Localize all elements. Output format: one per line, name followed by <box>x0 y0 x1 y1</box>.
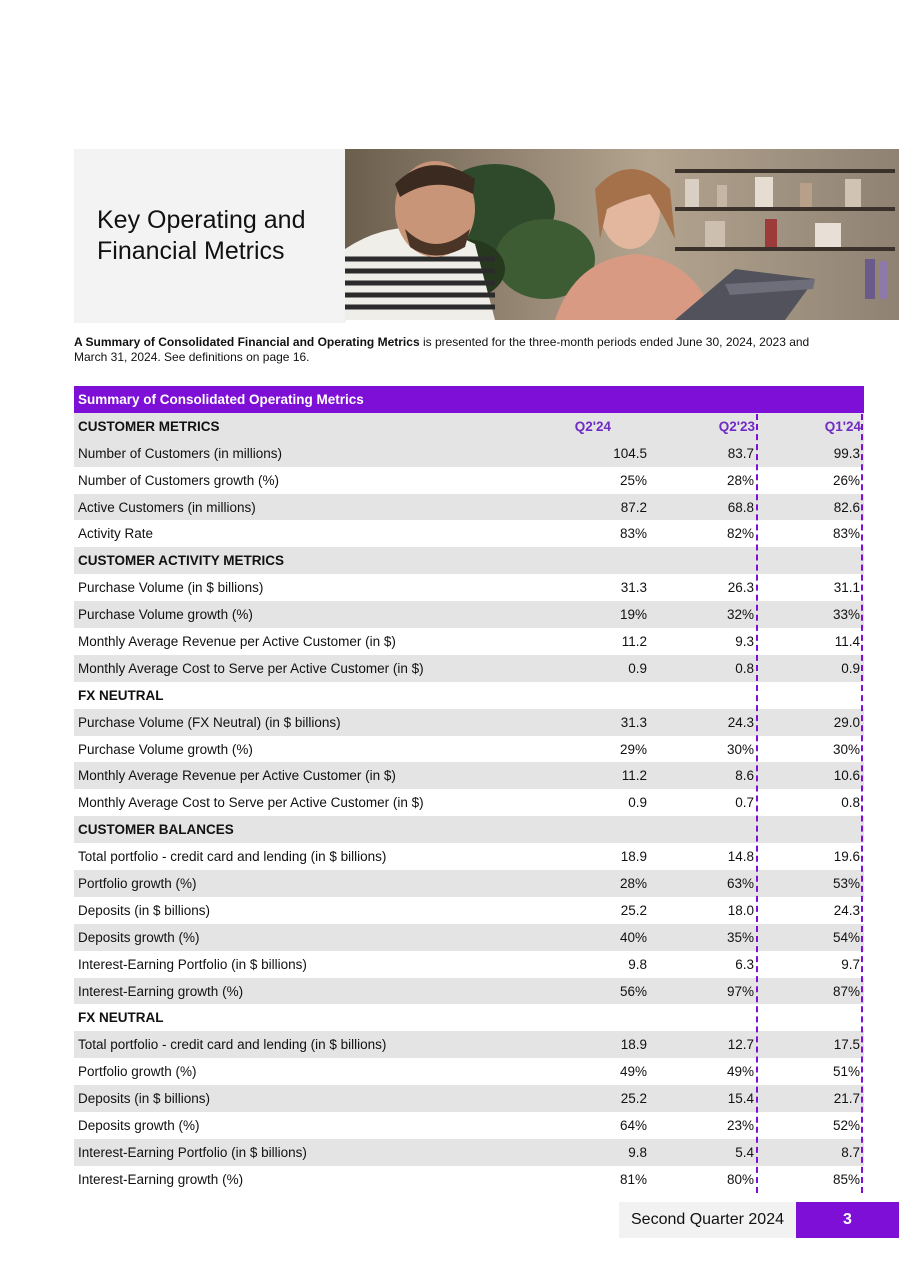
metric-value: 83% <box>619 526 647 542</box>
metric-value: 97% <box>651 978 758 1005</box>
metric-value: 87% <box>758 978 864 1005</box>
metric-label: Interest-Earning Portfolio (in $ billions) <box>74 1139 544 1166</box>
table-row <box>74 440 864 467</box>
metric-value: 24.3 <box>651 709 758 736</box>
metric-value: 9.7 <box>841 956 860 972</box>
metric-value: 0.7 <box>735 795 754 811</box>
metric-value: 11.2 <box>621 633 647 649</box>
metric-label: Number of Customers growth (%) <box>78 472 280 488</box>
metric-value <box>758 682 864 709</box>
metric-label: Purchase Volume (FX Neutral) (in $ billions) <box>74 709 544 736</box>
table-title-row <box>74 386 864 413</box>
metric-value: 33% <box>758 601 864 628</box>
metric-label: Portfolio growth (%) <box>74 870 544 897</box>
metric-value: 83.7 <box>651 440 758 467</box>
metric-value: 56% <box>544 978 651 1005</box>
metric-value: 52% <box>832 1117 860 1133</box>
metric-value: 82% <box>726 526 754 542</box>
metric-label: Purchase Volume growth (%) <box>74 601 544 628</box>
metric-value: 81% <box>619 1171 647 1187</box>
metric-value <box>651 547 758 574</box>
metric-label: Interest-Earning growth (%) <box>74 978 544 1005</box>
metric-value: 35% <box>651 924 758 951</box>
section-heading: FX NEUTRAL <box>78 1010 164 1026</box>
metric-label: Total portfolio - credit card and lending (in $ billions) <box>78 849 387 865</box>
metric-label: Deposits (in $ billions) <box>78 902 211 918</box>
metric-value: 28% <box>544 870 651 897</box>
table-row <box>74 736 864 763</box>
metric-label: Monthly Average Revenue per Active Customer (in $) <box>74 762 544 789</box>
section-heading: CUSTOMER ACTIVITY METRICS <box>74 547 544 574</box>
metric-label: Number of Customers (in millions) <box>74 440 544 467</box>
metric-value: 10.6 <box>758 762 864 789</box>
page-number: 3 <box>796 1202 899 1238</box>
metric-label: Monthly Average Cost to Serve per Active Customer (in $) <box>74 655 544 682</box>
metric-value: 6.3 <box>735 956 754 972</box>
metric-value: 25.2 <box>620 902 647 918</box>
metric-value: 11.4 <box>834 633 860 649</box>
metric-value: 53% <box>758 870 864 897</box>
metric-label: Purchase Volume (in $ billions) <box>78 580 264 596</box>
metric-label: Deposits (in $ billions) <box>74 1085 544 1112</box>
metric-label: Purchase Volume growth (%) <box>78 741 253 757</box>
metric-value: 104.5 <box>544 440 651 467</box>
table-row <box>74 601 864 628</box>
metric-value: 21.7 <box>758 1085 864 1112</box>
table-row <box>74 924 864 951</box>
table-row <box>74 789 864 816</box>
column-divider <box>756 414 758 1193</box>
table-title: Summary of Consolidated Operating Metrics <box>74 386 864 413</box>
metric-value: 99.3 <box>758 440 864 467</box>
metric-label: Monthly Average Revenue per Active Customer (in $) <box>78 633 396 649</box>
metric-value: 30% <box>726 741 754 757</box>
table-row <box>74 762 864 789</box>
hero-title-panel <box>74 149 346 323</box>
metric-value <box>651 682 758 709</box>
metrics-table <box>74 386 864 1193</box>
metric-value: 11.2 <box>544 762 651 789</box>
metric-value: 15.4 <box>651 1085 758 1112</box>
column-header-q2-24: Q2'24 <box>544 413 651 440</box>
table-row <box>74 520 864 547</box>
metric-value: 25.2 <box>544 1085 651 1112</box>
table-row <box>74 870 864 897</box>
table-row <box>74 1085 864 1112</box>
metric-value: 68.8 <box>651 494 758 521</box>
metric-value: 29% <box>619 741 647 757</box>
metric-value: 18.9 <box>620 849 647 865</box>
metric-value: 54% <box>758 924 864 951</box>
table-row <box>74 494 864 521</box>
section-heading: FX NEUTRAL <box>78 687 164 703</box>
metric-value <box>758 547 864 574</box>
table-row <box>74 574 864 601</box>
metric-value: 18.0 <box>727 902 754 918</box>
metric-value: 31.3 <box>620 580 647 596</box>
metric-label: Interest-Earning growth (%) <box>78 1171 244 1187</box>
metric-value: 83% <box>832 526 860 542</box>
metric-value <box>758 816 864 843</box>
column-header-q1-24: Q1'24 <box>758 413 864 440</box>
section-row <box>74 816 864 843</box>
metric-value: 18.9 <box>544 1031 651 1058</box>
metric-value: 0.8 <box>651 655 758 682</box>
metric-label: Deposits growth (%) <box>74 924 544 951</box>
metric-value: 30% <box>832 741 860 757</box>
metric-value: 12.7 <box>651 1031 758 1058</box>
metric-value <box>651 816 758 843</box>
metric-value: 19.6 <box>833 849 860 865</box>
table-row <box>74 978 864 1005</box>
table-row <box>74 897 864 924</box>
section-row <box>74 1004 864 1031</box>
metric-value: 0.9 <box>628 795 647 811</box>
metric-value: 9.8 <box>628 956 647 972</box>
metric-value: 8.6 <box>651 762 758 789</box>
metric-value <box>544 547 651 574</box>
metric-value: 64% <box>619 1117 647 1133</box>
page-title: Key Operating and Financial Metrics <box>97 206 306 265</box>
metric-value: 51% <box>832 1064 860 1080</box>
footer-period-label: Second Quarter 2024 <box>619 1202 796 1238</box>
metric-value: 8.7 <box>758 1139 864 1166</box>
metric-value: 25% <box>619 472 647 488</box>
metric-value: 82.6 <box>758 494 864 521</box>
metric-value: 9.8 <box>544 1139 651 1166</box>
column-header-q2-23: Q2'23 <box>651 413 758 440</box>
intro-bold-text: A Summary of Consolidated Financial and Operating Metrics <box>74 335 420 349</box>
metric-value <box>544 816 651 843</box>
intro-paragraph <box>74 335 819 365</box>
metric-label: Activity Rate <box>78 526 154 542</box>
column-divider <box>861 414 863 1193</box>
metric-value: 14.8 <box>727 849 754 865</box>
table-row <box>74 655 864 682</box>
metric-value: 9.3 <box>735 633 754 649</box>
metric-value: 26.3 <box>727 580 754 596</box>
metric-value <box>651 1004 758 1031</box>
metric-value <box>544 1004 651 1031</box>
metric-value: 17.5 <box>758 1031 864 1058</box>
table-row <box>74 709 864 736</box>
intro-rest-text: is presented for the three-month periods ended June 30, 2024, 2023 and March 31, 2024. See definitions on page 16. <box>74 335 810 364</box>
metric-value: 31.3 <box>544 709 651 736</box>
metric-value: 87.2 <box>544 494 651 521</box>
metric-value <box>544 682 651 709</box>
metric-value: 49% <box>619 1064 647 1080</box>
metric-value: 29.0 <box>758 709 864 736</box>
table-row <box>74 1139 864 1166</box>
table-row <box>74 628 864 655</box>
metric-label: Total portfolio - credit card and lending (in $ billions) <box>74 1031 544 1058</box>
metric-value: 80% <box>726 1171 754 1187</box>
metric-label: Deposits growth (%) <box>78 1117 200 1133</box>
metric-value: 40% <box>544 924 651 951</box>
table-row <box>74 1058 864 1085</box>
table-header-row <box>74 413 864 440</box>
section-row <box>74 682 864 709</box>
metric-label: Active Customers (in millions) <box>74 494 544 521</box>
metric-value: 0.9 <box>544 655 651 682</box>
table-row <box>74 467 864 494</box>
table-row <box>74 1112 864 1139</box>
section-heading: CUSTOMER BALANCES <box>74 816 544 843</box>
metric-label: Interest-Earning Portfolio (in $ billions) <box>78 956 307 972</box>
table-row <box>74 951 864 978</box>
hero-photo <box>345 149 899 320</box>
hero-photo-illustration <box>345 149 899 320</box>
section-heading: CUSTOMER METRICS <box>74 413 544 440</box>
metrics-table-body <box>74 440 864 1193</box>
metric-value: 19% <box>544 601 651 628</box>
metric-value: 31.1 <box>833 580 860 596</box>
table-row <box>74 1166 864 1193</box>
metric-value: 63% <box>651 870 758 897</box>
metric-value: 5.4 <box>651 1139 758 1166</box>
metric-label: Portfolio growth (%) <box>78 1064 197 1080</box>
metric-value: 0.9 <box>758 655 864 682</box>
table-row <box>74 843 864 870</box>
section-row <box>74 547 864 574</box>
metric-value: 49% <box>726 1064 754 1080</box>
metric-value: 28% <box>726 472 754 488</box>
table-row <box>74 1031 864 1058</box>
metric-label: Monthly Average Cost to Serve per Active Customer (in $) <box>78 795 424 811</box>
metric-value: 0.8 <box>841 795 860 811</box>
metric-value <box>758 1004 864 1031</box>
metric-value: 23% <box>726 1117 754 1133</box>
metric-value: 26% <box>832 472 860 488</box>
metric-value: 24.3 <box>833 902 860 918</box>
metric-value: 32% <box>651 601 758 628</box>
metric-value: 85% <box>832 1171 860 1187</box>
